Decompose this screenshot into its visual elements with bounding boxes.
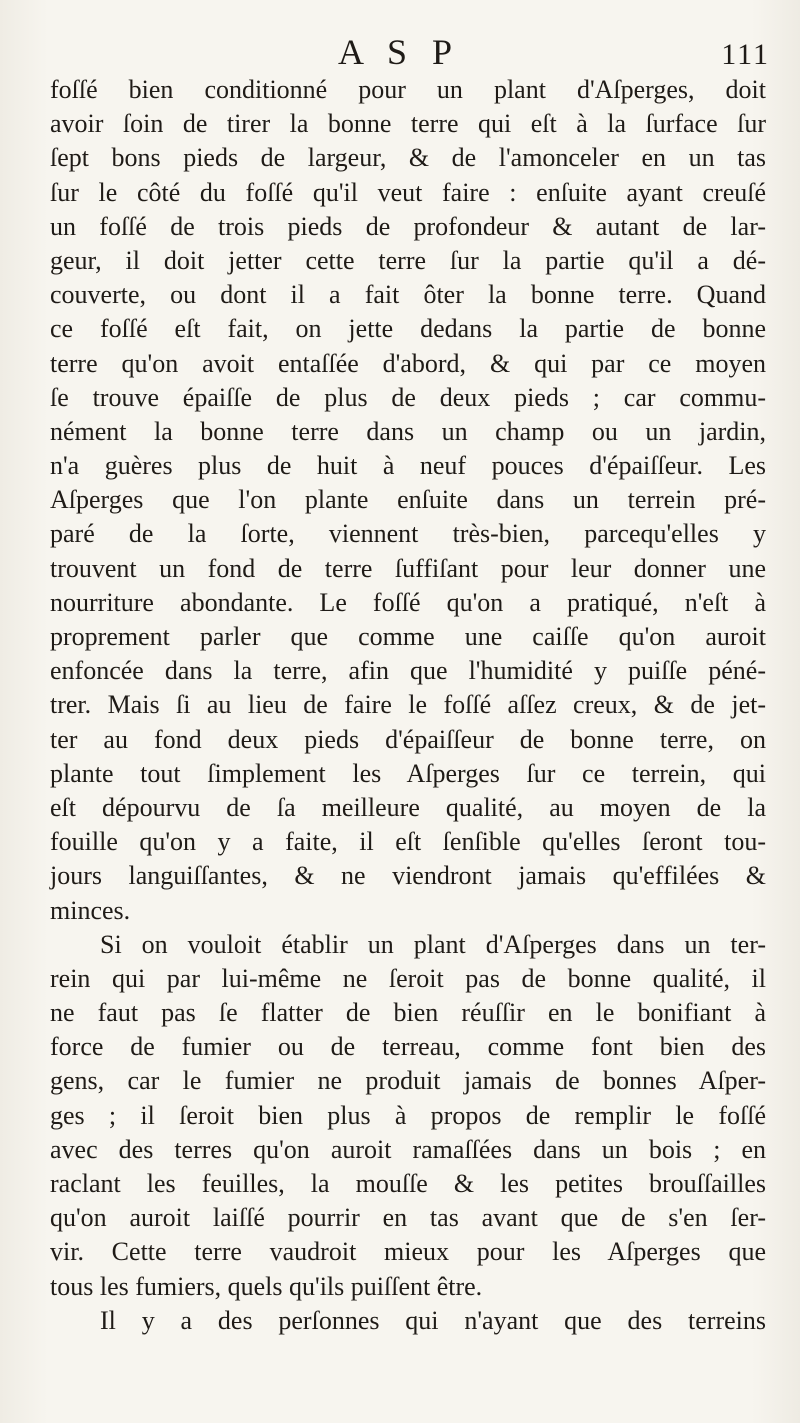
text-line: plante tout ſimplement les Aſperges ſur ce terrein, qui <box>50 758 766 788</box>
text-line: Si on vouloit établir un plant d'Aſperges dans un ter- <box>100 929 766 959</box>
page-number: 111 <box>721 38 770 71</box>
text-line: ſept bons pieds de largeur, & de l'amonceler en un tas <box>50 143 766 173</box>
text-line: raclant les feuilles, la mouſſe & les petites brouſſailles <box>50 1169 766 1198</box>
text-line: Il y a des perſonnes qui n'ayant que des terreins <box>100 1305 766 1335</box>
text-line: ſur le côté du foſſé qu'il veut faire : enſuite ayant creuſé <box>50 177 766 207</box>
paragraph <box>50 1304 766 1338</box>
text-line: n'a guères plus de huit à neuf pouces d'épaiſſeur. Les <box>50 451 766 481</box>
running-head <box>0 30 800 74</box>
text-line: avoir ſoin de tirer la bonne terre qui eſt à la ſurface ſur <box>50 109 766 139</box>
text-line: nourriture abondante. Le foſſé qu'on a pratiqué, n'eſt à <box>50 587 766 617</box>
text-line: tous les fumiers, quels qu'ils puiſſent être. <box>50 1271 483 1301</box>
text-line: qu'on auroit laiſſé pourrir en tas avant que de s'en ſer- <box>50 1203 766 1233</box>
text-line: rein qui par lui-même ne ſeroit pas de bonne qualité, il <box>50 963 766 993</box>
text-line: gens, car le fumier ne produit jamais de bonnes Aſper- <box>50 1066 766 1096</box>
text-line: fouille qu'on y a faite, il eſt ſenſible qu'elles ſeront tou- <box>50 827 766 857</box>
text-line: un foſſé de trois pieds de profondeur & autant de lar- <box>50 211 766 241</box>
body-text <box>50 73 766 1338</box>
text-line: eſt dépourvu de ſa meilleure qualité, au moyen de la <box>50 792 766 822</box>
text-line: enfoncée dans la terre, afin que l'humidité y puiſſe péné- <box>50 656 766 686</box>
text-line: jours languiſſantes, & ne viendront jamais qu'effilées & <box>50 861 766 891</box>
text-line: force de fumier ou de terreau, comme font bien des <box>50 1032 766 1062</box>
text-line: minces. <box>50 895 131 925</box>
text-line: ges ; il ſeroit bien plus à propos de remplir le foſſé <box>50 1100 766 1130</box>
text-line: avec des terres qu'on auroit ramaſſées dans un bois ; en <box>50 1134 766 1164</box>
text-line: ce foſſé eſt fait, on jette dedans la partie de bonne <box>50 314 766 344</box>
text-line: nément la bonne terre dans un champ ou un jardin, <box>50 416 766 446</box>
text-line: trer. Mais ſi au lieu de faire le foſſé aſſez creux, & de jet- <box>50 690 766 720</box>
text-line: Aſperges que l'on plante enſuite dans un terrein pré- <box>50 485 766 515</box>
text-line: proprement parler que comme une caiſſe qu'on auroit <box>50 622 766 651</box>
text-line: paré de la ſorte, viennent très-bien, parcequ'elles y <box>50 519 766 549</box>
text-line: trouvent un fond de terre ſuffiſant pour leur donner une <box>50 553 766 583</box>
text-line: foſſé bien conditionné pour un plant d'Aſperges, doit <box>50 75 766 104</box>
text-line: couverte, ou dont il a fait ôter la bonne terre. Quand <box>50 280 766 310</box>
text-line: ſe trouve épaiſſe de plus de deux pieds ; car commu- <box>50 382 766 412</box>
text-line: vir. Cette terre vaudroit mieux pour les Aſperges que <box>50 1237 766 1267</box>
text-line: geur, il doit jetter cette terre ſur la partie qu'il a dé- <box>50 245 766 275</box>
paragraph <box>50 928 766 1304</box>
text-line: ne faut pas ſe flatter de bien réuſſir en le bonifiant à <box>50 998 766 1028</box>
paragraph-continuation <box>50 73 766 928</box>
text-line: ter au fond deux pieds d'épaiſſeur de bonne terre, on <box>50 724 766 754</box>
running-head-title: A S P <box>338 32 461 72</box>
text-line: terre qu'on avoit entaſſée d'abord, & qui par ce moyen <box>50 348 766 378</box>
